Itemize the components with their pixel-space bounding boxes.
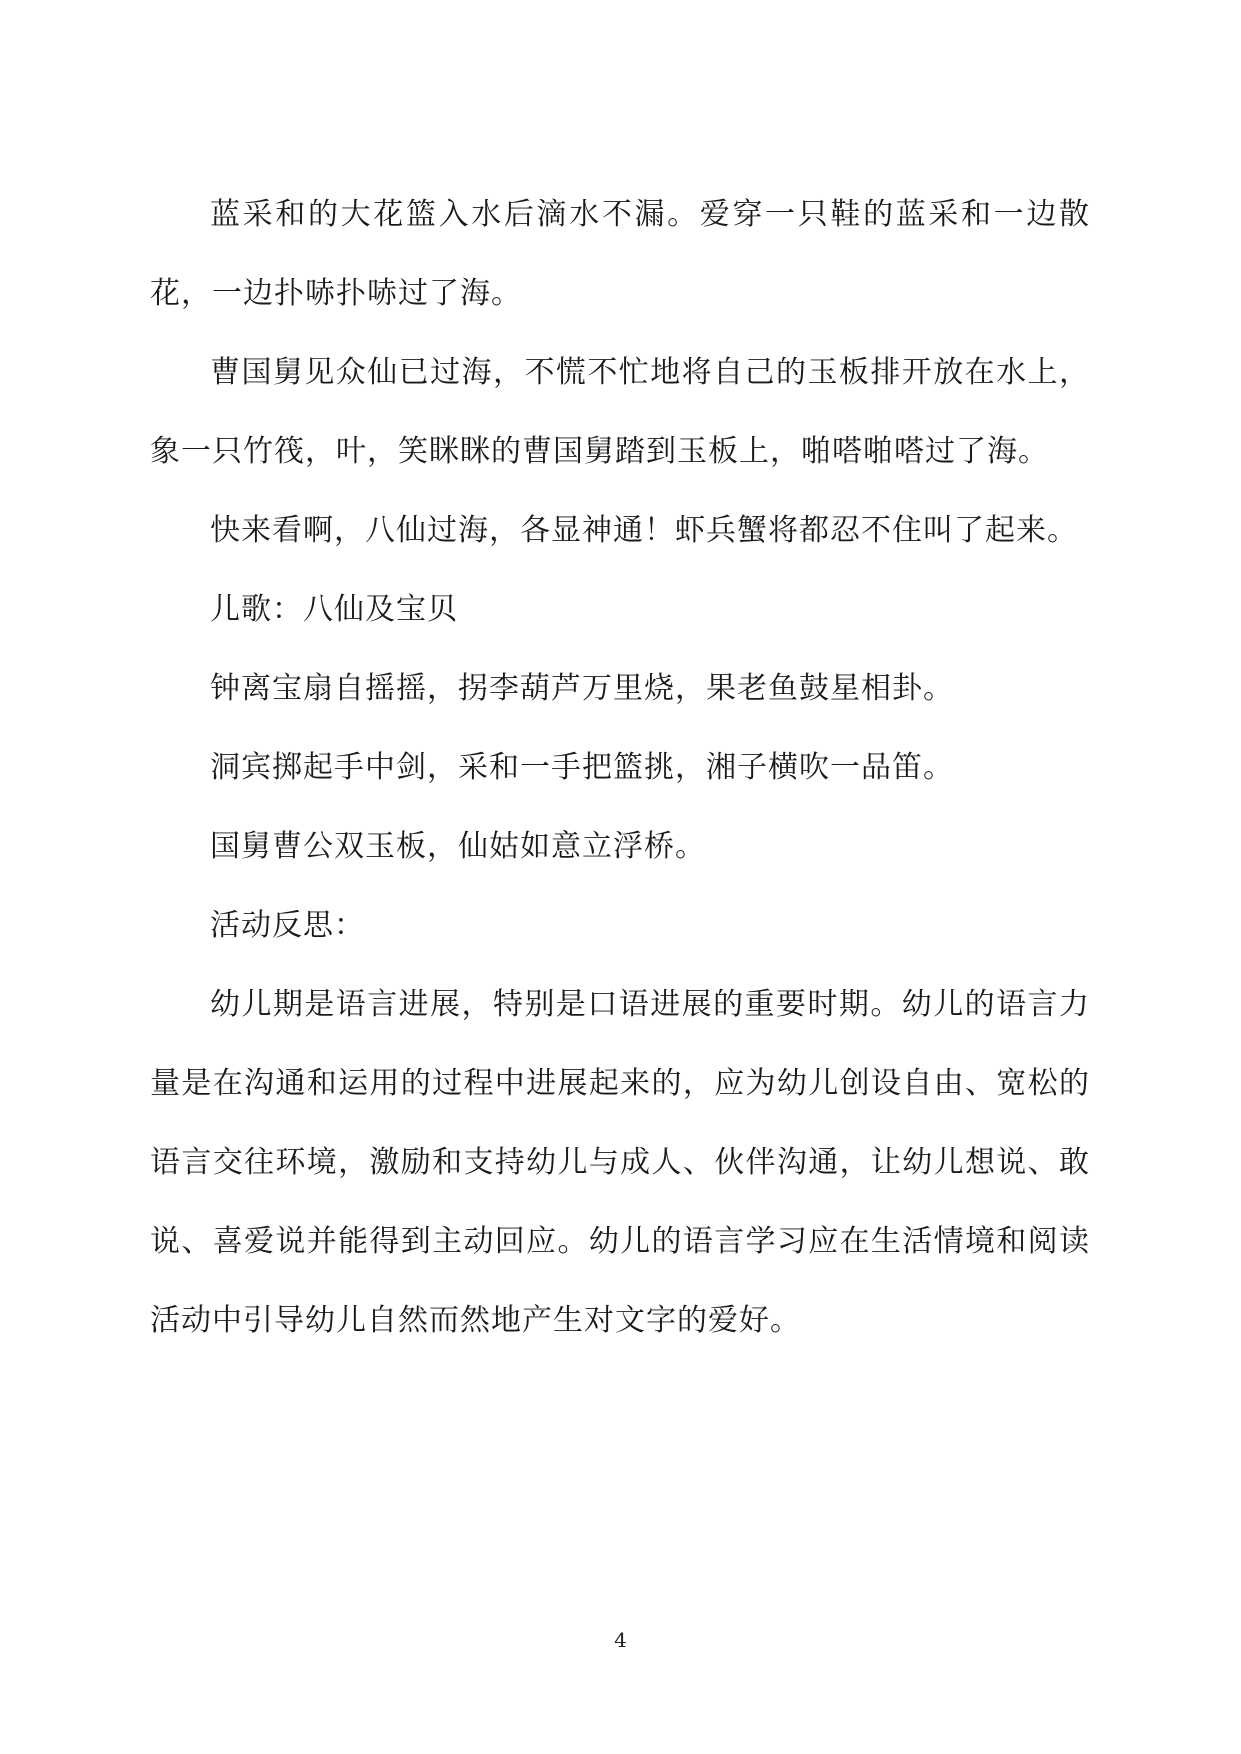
- paragraph-exclamation: 快来看啊，八仙过海，各显神通！虾兵蟹将都忍不住叫了起来。: [210, 513, 1078, 548]
- paragraph-lancaihe: 蓝采和的大花篮入水后滴水不漏。爱穿一只鞋的蓝采和一边散花，一边扑哧扑哧过了海。: [150, 197, 1090, 311]
- page-number: 4: [614, 1628, 627, 1652]
- song-line-2: 洞宾掷起手中剑，采和一手把篮挑，湘子横吹一品笛。: [210, 750, 954, 785]
- reflection-paragraph: 幼儿期是语言进展，特别是口语进展的重要时期。幼儿的语言力量是在沟通和运用的过程中进展起来的，应为幼儿创设自由、宽松的语言交往环境，激励和支持幼儿与成人、伙伴沟通，让幼儿想说、敢说、喜爱说并能得到主动回应。幼儿的语言学习应在生活情境和阅读活动中引导幼儿自然而然地产生对文字的爱好。: [150, 987, 1090, 1338]
- song-line-1: 钟离宝扇自摇摇，拐李葫芦万里烧，果老鱼鼓星相卦。: [210, 671, 954, 706]
- song-line-3: 国舅曹公双玉板，仙姑如意立浮桥。: [210, 829, 706, 864]
- song-heading: 儿歌：八仙及宝贝: [210, 592, 458, 627]
- reflection-heading: 活动反思：: [210, 908, 365, 943]
- paragraph-caoguojiu: 曹国舅见众仙已过海，不慌不忙地将自己的玉板排开放在水上，象一只竹筏，叶，笑眯眯的曹国舅踏到玉板上，啪嗒啪嗒过了海。: [150, 355, 1090, 469]
- document-body: [150, 175, 1090, 1360]
